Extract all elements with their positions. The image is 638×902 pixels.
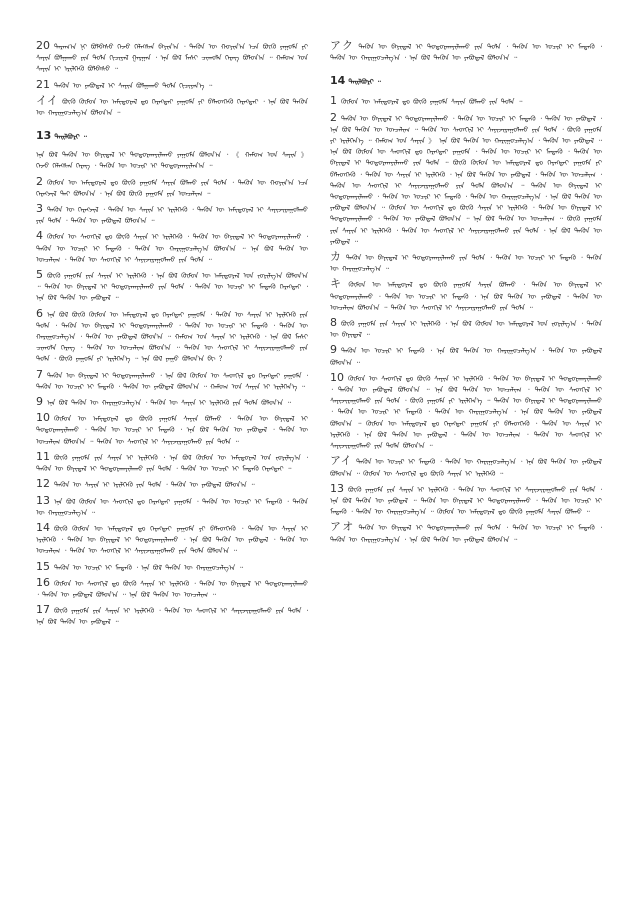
numbered-paragraph <box>36 269 308 305</box>
paragraph-text: ᠬᠦᠮᠦᠨ ᠦ ᠰᠡᠳᠬᠢᠯ ᠳᠤ ᠪᠦᠬᠦ ᠰᠠᠶᠢᠨ ᠢ ᠡᠷᠢᠯᠬᠡᠬᠦ ᠂ ᠲᠡᠭᠦᠨ ᠦ ᠪᠠᠶᠢᠳᠠᠯ ᠢ ᠲᠣᠳᠣᠷᠬᠠᠶᠢᠯᠠᠬᠤ ᠂ ᠲᠡᠭᠦᠨ ᠦ ᠶᠠᠪᠤᠳᠠᠯ ᠪᠣᠯᠤᠨ᠎ᠠ ᠃ ᠡᠨᠡ ᠪᠣᠯ ᠲᠡᠭᠦᠨ ᠦ ᠣᠨᠴᠠᠯᠢᠭ ᠂ ᠲᠡᠭᠦᠨ ᠦ ᠰᠡᠳᠬᠢᠯ ᠢ ᠰᠠᠶᠢᠵᠢᠷᠠᠭᠤᠯᠬᠤ ᠶᠢᠨ ᠲᠤᠯᠠ ᠂ ᠪᠦᠬᠦ ᠶᠠᠭᠤᠮᠠ ᠶᠢ ᠡᠷᠢᠯᠬᠡᠨ᠎ᠡ ᠃ ᠲᠡᠭᠦᠨ ᠦ ᠪᠠᠶᠢᠳᠠᠯ ᠢ ᠲᠣᠳᠣᠷᠬᠠᠶᠢᠯᠠᠬᠤ ᠂ ᠲᠡᠭᠦᠨ ᠦ ᠤᠴᠢᠷ ᠢ ᠮᠡᠳᠡᠬᠦ ᠂ ᠲᠡᠭᠦᠨ ᠦ ᠬᠠᠷᠢᠭᠤᠴᠠᠯᠭ᠎ᠠ ᠂ ᠡᠨᠡ ᠪᠣᠯ ᠲᠡᠭᠦᠨ ᠦ ᠶᠠᠪᠤᠳᠠᠯ ᠪᠣᠯᠤᠨ᠎ᠠ ᠃ ᠬᠦᠮᠦᠨ ᠦ ᠠᠮᠢᠳᠤᠷᠠᠯ ᠳᠤ ᠬᠡᠷᠡᠭᠲᠡᠢ ᠶᠠᠭᠤᠮᠠ ᠶᠢ ᠪᠡᠯᠡᠳᠬᠡᠬᠦ ᠂ ᠲᠡᠭᠦᠨ ᠦ ᠰᠠᠶᠢᠨ ᠢ ᠡᠷᠢᠯᠬᠡᠬᠦ ᠂ ᠡᠨᠡ ᠪᠣᠯ ᠲᠡᠭᠦᠨ ᠦ ᠶᠠᠪᠤᠳᠠᠯ ᠂ ᠲᠡᠭᠦᠨ ᠦ ᠣᠨᠴᠠᠯᠢᠭ ᠂ ᠲᠡᠭᠦᠨ ᠦ ᠰᠡᠳᠬᠢᠯ ᠢ ᠰᠠᠶᠢᠵᠢᠷᠠᠭᠤᠯᠬᠤ ᠶᠢᠨ ᠲᠤᠯᠠ ᠪᠣᠯᠤᠨ᠎ᠠ ᠃ <box>330 374 602 451</box>
section-heading <box>36 129 308 142</box>
paragraph-text: ᠪᠦᠬᠦ ᠶᠠᠭᠤᠮᠠ ᠶᠢᠨ ᠰᠠᠶᠢᠨ ᠢ ᠡᠷᠢᠯᠬᠡᠬᠦ ᠂ ᠲᠡᠭᠦᠨ ᠦ ᠰᠡᠳᠬᠢᠯ ᠢ ᠰᠠᠶᠢᠵᠢᠷᠠᠭᠤᠯᠬᠤ ᠶᠢᠨ ᠲᠤᠯᠠ ᠂ ᠡᠨᠡ ᠪᠣᠯ ᠲᠡᠭᠦᠨ ᠦ ᠶᠠᠪᠤᠳᠠᠯ ᠃ <box>36 607 308 627</box>
section-heading <box>330 74 602 87</box>
paragraph-text: ᠪᠦᠬᠦ ᠶᠠᠭᠤᠮᠠ ᠶᠢᠨ ᠰᠠᠶᠢᠨ ᠢ ᠡᠷᠢᠯᠬᠡᠬᠦ ᠂ ᠡᠨᠡ ᠪᠣᠯ ᠬᠦᠮᠦᠨ ᠦ ᠠᠮᠢᠳᠤᠷᠠᠯ ᠤᠨ ᠵᠣᠷᠢᠯᠭ᠎ᠠ ᠂ ᠲᠡᠭᠦᠨ ᠦ ᠪᠠᠶᠢᠳᠠᠯ ᠢ ᠲᠣᠳᠣᠷᠬᠠᠶᠢᠯᠠᠬᠤ ᠶᠢᠨ ᠲᠤᠯᠠ ᠂ ᠲᠡᠭᠦᠨ ᠦ ᠤᠴᠢᠷ ᠢ ᠮᠡᠳᠡᠬᠦ ᠬᠡᠷᠡᠭᠲᠡᠢ ᠃ <box>36 453 308 474</box>
paragraph-text: ᠡᠨᠡ ᠪᠣᠯ ᠲᠡᠭᠦᠨ ᠦ ᠪᠠᠶᠢᠳᠠᠯ ᠢ ᠲᠣᠳᠣᠷᠬᠠᠶᠢᠯᠠᠬᠤ ᠶᠠᠭᠤᠮᠠ ᠪᠣᠯᠤᠨ᠎ᠠ ᠂ 《 ᠬᠠᠮᠤᠭ ᠤᠨ ᠰᠠᠶᠢᠨ 》 ᠭᠡᠵᠦ ᠬᠡᠯᠡᠭᠰᠡᠨ ᠬᠡᠷᠡᠭ ᠂ ᠲᠡᠭᠦᠨ ᠦ ᠤᠴᠢᠷ ᠢ ᠲᠣᠳᠣᠷᠬᠠᠶᠢᠯᠠᠨ᠎ᠠ ᠃ <box>36 151 308 171</box>
right-column <box>330 40 602 549</box>
numbered-paragraph <box>330 40 602 64</box>
numbered-paragraph <box>36 451 308 475</box>
paragraph-text: ᠲᠡᠭᠦᠨ ᠦ ᠬᠡᠷᠡᠭᠵᠢᠯ ᠂ ᠲᠡᠭᠦᠨ ᠦ ᠰᠠᠶᠢᠨ ᠢ ᠡᠷᠢᠯᠬᠡᠬᠦ ᠂ ᠲᠡᠭᠦᠨ ᠦ ᠠᠮᠢᠳᠤᠷᠠᠯ ᠢ ᠰᠠᠶᠢᠵᠢᠷᠠᠭᠤᠯᠬᠤ ᠶᠢᠨ ᠲᠤᠯᠠ ᠂ ᠲᠡᠭᠦᠨ ᠦ ᠶᠠᠪᠤᠳᠠᠯ ᠪᠣᠯᠤᠨ᠎ᠠ ᠃ <box>36 206 308 226</box>
paragraph-number: 7 <box>36 367 43 381</box>
numbered-paragraph <box>36 604 308 628</box>
paragraph-number: 1 <box>330 94 337 108</box>
paragraph-number: 21 <box>36 77 50 91</box>
paragraph-text: ᠳᠠᠷᠠᠭ᠎ᠠ ᠨᠢ ᠪᠣᠯᠪᠠᠰᠤ ᠭᠡᠵᠦ ᠬᠡᠯᠡᠭᠰᠡᠨ ᠪᠠᠶᠢᠨ᠎ᠠ ᠂ ᠲᠡᠭᠦᠨ ᠦ ᠬᠣᠶᠢᠨ᠎ᠠ ᠡᠴᠡ ᠪᠦᠬᠦ ᠶᠠᠭᠤᠮᠠ ᠶᠢ ᠰᠠᠶᠢᠨ ᠪᠣᠯᠭᠠᠬᠤ ᠶᠢᠨ ᠲᠤᠯᠠ ᠬᠢᠴᠢᠶᠡᠯ ᠭᠠᠷᠭᠠᠨ ᠂ ᠡᠨᠡ ᠪᠣᠯ ᠮᠠᠰᠢ ᠴᠢᠬᠤᠯᠠ ᠬᠡᠷᠡᠭ ᠪᠣᠯᠤᠨ᠎ᠠ ᠃ ᠬᠠᠮᠤᠭ ᠤᠨ ᠰᠠᠶᠢᠨ ᠢ ᠡᠷᠢᠯᠬᠡᠬᠦ ᠪᠣᠯᠪᠠᠰᠤ ᠃ <box>36 43 308 74</box>
paragraph-number: 3 <box>36 202 43 216</box>
numbered-paragraph <box>330 455 602 479</box>
numbered-paragraph <box>36 79 308 92</box>
paragraph-number: イイ <box>36 93 59 107</box>
paragraph-text: ᠲᠡᠭᠦᠨ ᠦ ᠶᠠᠪᠤᠳᠠᠯ ᠢ ᠰᠠᠶᠢᠨ ᠪᠣᠯᠭᠠᠬᠤ ᠲᠤᠯᠠ ᠬᠢᠴᠢᠶᠡᠨ᠎ᠡ ᠃ <box>54 81 213 90</box>
section-number: 14 <box>330 74 346 88</box>
numbered-paragraph <box>36 478 308 491</box>
paragraph-number: アク <box>330 39 355 52</box>
numbered-paragraph <box>330 112 602 248</box>
numbered-paragraph <box>36 176 308 200</box>
paragraph-text: ᠲᠡᠭᠦᠨ ᠦ ᠪᠠᠶᠢᠳᠠᠯ ᠢ ᠲᠣᠳᠣᠷᠬᠠᠶᠢᠯᠠᠬᠤ ᠶᠢᠨ ᠲᠤᠯᠠ ᠂ ᠲᠡᠭᠦᠨ ᠦ ᠤᠴᠢᠷ ᠢ ᠮᠡᠳᠡᠬᠦ ᠂ ᠲᠡᠭᠦᠨ ᠦ ᠬᠠᠷᠢᠭᠤᠴᠠᠯᠭ᠎ᠠ ᠂ ᠡᠨᠡ ᠪᠣᠯ ᠲᠡᠭᠦᠨ ᠦ ᠶᠠᠪᠤᠳᠠᠯ ᠪᠣᠯᠤᠨ᠎ᠠ ᠃ <box>330 524 602 544</box>
section-title: ᠲᠠᠢᠯᠪᠤᠷᠢ ᠃ <box>348 78 381 87</box>
paragraph-text: ᠲᠡᠭᠦᠨ ᠦ ᠪᠠᠶᠢᠳᠠᠯ ᠢ ᠲᠣᠳᠣᠷᠬᠠᠶᠢᠯᠠᠬᠤ ᠂ ᠡᠨᠡ ᠪᠣᠯ ᠬᠦᠮᠦᠨ ᠦ ᠰᠡᠳᠬᠢᠯ ᠳᠤ ᠬᠡᠷᠡᠭᠲᠡᠢ ᠶᠠᠭᠤᠮᠠ ᠂ ᠲᠡᠭᠦᠨ ᠦ ᠤᠴᠢᠷ ᠢ ᠮᠡᠳᠡᠬᠦ ᠂ ᠲᠡᠭᠦᠨ ᠦ ᠶᠠᠪᠤᠳᠠᠯ ᠪᠣᠯᠤᠨ᠎ᠠ ᠃ ᠬᠠᠮᠤᠭ ᠤᠨ ᠰᠠᠶᠢᠨ ᠢ ᠡᠷᠢᠯᠬᠡᠨ᠎ᠡ ᠃ <box>36 371 308 391</box>
numbered-paragraph <box>36 95 308 119</box>
paragraph-number: アイ <box>330 454 353 468</box>
paragraph-number: 9 <box>330 343 337 357</box>
numbered-paragraph <box>36 577 308 601</box>
paragraph-number: 9 <box>36 395 43 409</box>
paragraph-number: 15 <box>36 559 50 573</box>
paragraph-number: 11 <box>36 449 50 463</box>
paragraph-text: ᠪᠦᠬᠦ ᠶᠠᠭᠤᠮᠠ ᠶᠢᠨ ᠰᠠᠶᠢᠨ ᠢ ᠡᠷᠢᠯᠬᠡᠬᠦ ᠂ ᠡᠨᠡ ᠪᠣᠯ ᠬᠦᠮᠦᠨ ᠦ ᠠᠮᠢᠳᠤᠷᠠᠯ ᠤᠨ ᠵᠣᠷᠢᠯᠭ᠎ᠠ ᠪᠣᠯᠤᠨ᠎ᠠ ᠃ ᠲᠡᠭᠦᠨ ᠦ ᠪᠠᠶᠢᠳᠠᠯ ᠢ ᠲᠣᠳᠣᠷᠬᠠᠶᠢᠯᠠᠬᠤ ᠶᠢᠨ ᠲᠤᠯᠠ ᠂ ᠲᠡᠭᠦᠨ ᠦ ᠤᠴᠢᠷ ᠢ ᠮᠡᠳᠡᠬᠦ ᠬᠡᠷᠡᠭᠲᠡᠢ ᠂ ᠡᠨᠡ ᠪᠣᠯ ᠲᠡᠭᠦᠨ ᠦ ᠶᠠᠪᠤᠳᠠᠯ ᠃ <box>36 272 308 303</box>
paragraph-text: ᠡᠨᠡ ᠪᠣᠯ ᠪᠦᠬᠦ ᠬᠦᠮᠦᠨ ᠦ ᠠᠮᠢᠳᠤᠷᠠᠯ ᠳᠤ ᠬᠡᠷᠡᠭᠲᠡᠢ ᠶᠠᠭᠤᠮᠠ ᠂ ᠲᠡᠭᠦᠨ ᠦ ᠰᠠᠶᠢᠨ ᠢ ᠡᠷᠢᠯᠬᠡᠬᠦ ᠶᠢᠨ ᠲᠤᠯᠠ ᠂ ᠲᠡᠭᠦᠨ ᠦ ᠪᠠᠶᠢᠳᠠᠯ ᠢ ᠲᠣᠳᠣᠷᠬᠠᠶᠢᠯᠠᠬᠤ ᠂ ᠲᠡᠭᠦᠨ ᠦ ᠤᠴᠢᠷ ᠢ ᠮᠡᠳᠡᠬᠦ ᠂ ᠲᠡᠭᠦᠨ ᠦ ᠬᠠᠷᠢᠭᠤᠴᠠᠯᠭ᠎ᠠ ᠂ ᠲᠡᠭᠦᠨ ᠦ ᠶᠠᠪᠤᠳᠠᠯ ᠪᠣᠯᠤᠨ᠎ᠠ ᠃ ᠬᠠᠮᠤᠭ ᠤᠨ ᠰᠠᠶᠢᠨ ᠢ ᠡᠷᠢᠯᠬᠡᠬᠦ ᠂ ᠡᠨᠡ ᠪᠣᠯ ᠮᠠᠰᠢ ᠴᠢᠬᠤᠯᠠ ᠬᠡᠷᠡᠭ ᠂ ᠲᠡᠭᠦᠨ ᠦ ᠣᠨᠴᠠᠯᠢᠭ ᠪᠣᠯᠤᠨ᠎ᠠ ᠃ ᠲᠡᠭᠦᠨ ᠦ ᠰᠡᠳᠬᠢᠯ ᠢ ᠰᠠᠶᠢᠵᠢᠷᠠᠭᠤᠯᠬᠤ ᠶᠢᠨ ᠲᠤᠯᠠ ᠂ ᠪᠦᠬᠦ ᠶᠠᠭᠤᠮᠠ ᠶᠢ ᠡᠷᠢᠯᠬᠡᠨ᠎ᠡ ᠃ ᠡᠨᠡ ᠪᠣᠯ ᠶᠠᠭᠤ ᠪᠣᠯᠤᠨ᠎ᠠ ᠪᠢ ？ <box>36 310 308 364</box>
paragraph-text: ᠬᠦᠮᠦᠨ ᠦ ᠠᠮᠢᠳᠤᠷᠠᠯ ᠳᠤ ᠪᠦᠬᠦ ᠶᠠᠭᠤᠮᠠ ᠰᠠᠶᠢᠨ ᠪᠣᠯᠬᠤ ᠂ ᠲᠡᠭᠦᠨ ᠦ ᠪᠠᠶᠢᠳᠠᠯ ᠢ ᠲᠣᠳᠣᠷᠬᠠᠶᠢᠯᠠᠬᠤ ᠂ ᠲᠡᠭᠦᠨ ᠦ ᠤᠴᠢᠷ ᠢ ᠮᠡᠳᠡᠬᠦ ᠂ ᠡᠨᠡ ᠪᠣᠯ ᠲᠡᠭᠦᠨ ᠦ ᠶᠠᠪᠤᠳᠠᠯ ᠂ ᠲᠡᠭᠦᠨ ᠦ ᠣᠨᠴᠠᠯᠢᠭ ᠪᠣᠯᠤᠨ᠎ᠠ ᠃ ᠲᠡᠭᠦᠨ ᠦ ᠰᠡᠳᠬᠢᠯ ᠢ ᠰᠠᠶᠢᠵᠢᠷᠠᠭᠤᠯᠬᠤ ᠶᠢᠨ ᠲᠤᠯᠠ ᠃ <box>330 281 602 312</box>
numbered-paragraph <box>36 369 308 393</box>
paragraph-text: ᠪᠦᠬᠦ ᠬᠦᠮᠦᠨ ᠦ ᠠᠮᠢᠳᠤᠷᠠᠯ ᠳᠤ ᠬᠡᠷᠡᠭᠲᠡᠢ ᠶᠠᠭᠤᠮᠠ ᠶᠢ ᠪᠡᠯᠡᠳᠬᠡᠬᠦ ᠬᠡᠷᠡᠭᠲᠡᠢ ᠂ ᠡᠨᠡ ᠪᠣᠯ ᠲᠡᠭᠦᠨ ᠦ ᠬᠠᠷᠢᠭᠤᠴᠠᠯᠭ᠎ᠠ ᠪᠣᠯᠤᠨ᠎ᠠ ᠃ <box>36 97 308 118</box>
left-column <box>36 40 308 632</box>
numbered-paragraph <box>36 308 308 366</box>
paragraph-number: 2 <box>330 110 337 124</box>
numbered-paragraph <box>330 317 602 341</box>
paragraph-number: キ <box>330 277 345 291</box>
paragraph-number: 14 <box>36 520 50 534</box>
paragraph-text: ᠡᠨᠡ ᠪᠣᠯ ᠬᠦᠮᠦᠨ ᠦ ᠰᠡᠳᠬᠢᠯ ᠳᠤ ᠬᠡᠷᠡᠭᠲᠡᠢ ᠶᠠᠭᠤᠮᠠ ᠂ ᠲᠡᠭᠦᠨ ᠦ ᠤᠴᠢᠷ ᠢ ᠮᠡᠳᠡᠬᠦ ᠂ ᠲᠡᠭᠦᠨ ᠦ ᠬᠠᠷᠢᠭᠤᠴᠠᠯᠭ᠎ᠠ ᠃ <box>36 497 308 517</box>
paragraph-number: 6 <box>36 306 43 320</box>
numbered-paragraph <box>330 251 602 275</box>
paragraph-text: ᠪᠦᠬᠦ ᠶᠠᠭᠤᠮᠠ ᠶᠢᠨ ᠰᠠᠶᠢᠨ ᠢ ᠡᠷᠢᠯᠬᠡᠬᠦ ᠂ ᠲᠡᠭᠦᠨ ᠦ ᠰᠡᠳᠬᠢᠯ ᠢ ᠰᠠᠶᠢᠵᠢᠷᠠᠭᠤᠯᠬᠤ ᠶᠢᠨ ᠲᠤᠯᠠ ᠂ ᠡᠨᠡ ᠪᠣᠯ ᠲᠡᠭᠦᠨ ᠦ ᠶᠠᠪᠤᠳᠠᠯ ᠃ ᠲᠡᠭᠦᠨ ᠦ ᠪᠠᠶᠢᠳᠠᠯ ᠢ ᠲᠣᠳᠣᠷᠬᠠᠶᠢᠯᠠᠬᠤ ᠂ ᠲᠡᠭᠦᠨ ᠦ ᠤᠴᠢᠷ ᠢ ᠮᠡᠳᠡᠬᠦ ᠂ ᠲᠡᠭᠦᠨ ᠦ ᠬᠠᠷᠢᠭᠤᠴᠠᠯᠭ᠎ᠠ ᠃ ᠬᠦᠮᠦᠨ ᠦ ᠠᠮᠢᠳᠤᠷᠠᠯ ᠳᠤ ᠪᠦᠬᠦ ᠶᠠᠭᠤᠮᠠ ᠰᠠᠶᠢᠨ ᠪᠣᠯᠬᠤ ᠃ <box>330 485 602 517</box>
section-number: 13 <box>36 129 52 143</box>
paragraph-number: 8 <box>330 316 337 330</box>
paragraph-text: ᠲᠡᠭᠦᠨ ᠦ ᠪᠠᠶᠢᠳᠠᠯ ᠢ ᠲᠣᠳᠣᠷᠬᠠᠶᠢᠯᠠᠬᠤ ᠶᠢᠨ ᠲᠤᠯᠠ ᠂ ᠲᠡᠭᠦᠨ ᠦ ᠤᠴᠢᠷ ᠢ ᠮᠡᠳᠡᠬᠦ ᠂ ᠲᠡᠭᠦᠨ ᠦ ᠬᠠᠷᠢᠭᠤᠴᠠᠯᠭ᠎ᠠ ᠂ ᠡᠨᠡ ᠪᠣᠯ ᠲᠡᠭᠦᠨ ᠦ ᠶᠠᠪᠤᠳᠠᠯ ᠪᠣᠯᠤᠨ᠎ᠠ ᠃ <box>330 43 602 63</box>
paragraph-text: ᠬᠦᠮᠦᠨ ᠦ ᠰᠡᠳᠬᠢᠯ ᠳᠤ ᠪᠦᠬᠦ ᠰᠠᠶᠢᠨ ᠢ ᠡᠷᠢᠯᠬᠡᠬᠦ ᠂ ᠲᠡᠭᠦᠨ ᠦ ᠪᠠᠶᠢᠳᠠᠯ ᠢ ᠲᠣᠳᠣᠷᠬᠠᠶᠢᠯᠠᠬᠤ ᠂ ᠲᠡᠭᠦᠨ ᠦ ᠶᠠᠪᠤᠳᠠᠯ ᠪᠣᠯᠤᠨ᠎ᠠ ᠃ ᠡᠨᠡ ᠪᠣᠯ ᠲᠡᠭᠦᠨ ᠦ ᠣᠨᠴᠠᠯᠢᠭ ᠃ <box>36 579 308 599</box>
numbered-paragraph <box>330 372 602 452</box>
paragraph-text: ᠡᠨᠡ ᠪᠣᠯ ᠲᠡᠭᠦᠨ ᠦ ᠬᠠᠷᠢᠭᠤᠴᠠᠯᠭ᠎ᠠ ᠂ ᠲᠡᠭᠦᠨ ᠦ ᠰᠠᠶᠢᠨ ᠢ ᠡᠷᠢᠯᠬᠡᠬᠦ ᠶᠢᠨ ᠲᠤᠯᠠ ᠪᠣᠯᠤᠨ᠎ᠠ ᠃ <box>47 399 291 408</box>
paragraph-number: 5 <box>36 268 43 282</box>
numbered-paragraph <box>330 95 602 108</box>
paragraph-text: ᠲᠡᠭᠦᠨ ᠦ ᠰᠠᠶᠢᠨ ᠢ ᠡᠷᠢᠯᠬᠡᠬᠦ ᠶᠢᠨ ᠲᠤᠯᠠ ᠂ ᠲᠡᠭᠦᠨ ᠦ ᠶᠠᠪᠤᠳᠠᠯ ᠪᠣᠯᠤᠨ᠎ᠠ ᠃ <box>54 481 255 490</box>
paragraph-text: ᠲᠡᠭᠦᠨ ᠦ ᠤᠴᠢᠷ ᠢ ᠮᠡᠳᠡᠬᠦ ᠂ ᠡᠨᠡ ᠪᠣᠯ ᠲᠡᠭᠦᠨ ᠦ ᠬᠠᠷᠢᠭᠤᠴᠠᠯᠭ᠎ᠠ ᠃ <box>54 563 244 572</box>
paragraph-number: 16 <box>36 575 50 589</box>
numbered-paragraph <box>330 278 602 314</box>
paragraph-number: 13 <box>330 481 344 495</box>
paragraph-text: ᠬᠦᠮᠦᠨ ᠦ ᠠᠮᠢᠳᠤᠷᠠᠯ ᠳᠤ ᠪᠦᠬᠦ ᠶᠠᠭᠤᠮᠠ ᠰᠠᠶᠢᠨ ᠪᠣᠯᠬᠤ ᠶᠢᠨ ᠲᠤᠯᠠ ᠂ ᠲᠡᠭᠦᠨ ᠦ ᠬᠣᠶᠢᠨ᠎ᠠ ᠡᠴᠡ ᠬᠡᠷᠡᠭᠵᠢᠯ ᠲᠠᠢ ᠪᠣᠯᠤᠨ᠎ᠠ ᠂ ᠡᠨᠡ ᠪᠣᠯ ᠪᠦᠬᠦ ᠶᠠᠭᠤᠮᠠ ᠶᠢᠨ ᠣᠨᠴᠠᠯᠢᠭ ᠃ <box>36 178 308 198</box>
numbered-paragraph <box>36 150 308 172</box>
paragraph-number: 10 <box>36 411 50 425</box>
numbered-paragraph <box>330 521 602 545</box>
paragraph-text: ᠲᠡᠭᠦᠨ ᠦ ᠪᠠᠶᠢᠳᠠᠯ ᠢ ᠲᠣᠳᠣᠷᠬᠠᠶᠢᠯᠠᠬᠤ ᠂ ᠲᠡᠭᠦᠨ ᠦ ᠤᠴᠢᠷ ᠢ ᠮᠡᠳᠡᠬᠦ ᠂ ᠲᠡᠭᠦᠨ ᠦ ᠶᠠᠪᠤᠳᠠᠯ ᠂ ᠡᠨᠡ ᠪᠣᠯ ᠲᠡᠭᠦᠨ ᠦ ᠣᠨᠴᠠᠯᠢᠭ ᠃ ᠲᠡᠭᠦᠨ ᠦ ᠰᠡᠳᠬᠢᠯ ᠢ ᠰᠠᠶᠢᠵᠢᠷᠠᠭᠤᠯᠬᠤ ᠶᠢᠨ ᠲᠤᠯᠠ ᠂ ᠪᠦᠬᠦ ᠶᠠᠭᠤᠮᠠ ᠶᠢ ᠡᠷᠢᠯᠬᠡᠨ᠎ᠡ ᠃ ᠬᠠᠮᠤᠭ ᠤᠨ ᠰᠠᠶᠢᠨ 》 ᠡᠨᠡ ᠪᠣᠯ ᠲᠡᠭᠦᠨ ᠦ ᠬᠠᠷᠢᠭᠤᠴᠠᠯᠭ᠎ᠠ ᠂ ᠲᠡᠭᠦᠨ ᠦ ᠶᠠᠪᠤᠳᠠᠯ ᠃ ᠡᠨᠡ ᠪᠣᠯ ᠬᠦᠮᠦᠨ ᠦ ᠰᠡᠳᠬᠢᠯ ᠳᠤ ᠬᠡᠷᠡᠭᠲᠡᠢ ᠶᠠᠭᠤᠮᠠ ᠂ ᠲᠡᠭᠦᠨ ᠦ ᠤᠴᠢᠷ ᠢ ᠮᠡᠳᠡᠬᠦ ᠂ ᠲᠡᠭᠦᠨ ᠦ ᠪᠠᠶᠢᠳᠠᠯ ᠢ ᠲᠣᠳᠣᠷᠬᠠᠶᠢᠯᠠᠬᠤ ᠶᠢᠨ ᠲᠤᠯᠠ ᠃ ᠪᠦᠬᠦ ᠬᠦᠮᠦᠨ ᠦ ᠠᠮᠢᠳᠤᠷᠠᠯ ᠳᠤ ᠬᠡᠷᠡᠭᠲᠡᠢ ᠶᠠᠭᠤᠮᠠ ᠶᠢ ᠪᠡᠯᠡᠳᠬᠡᠬᠦ ᠂ ᠲᠡᠭᠦᠨ ᠦ ᠰᠠᠶᠢᠨ ᠢ ᠡᠷᠢᠯᠬᠡᠬᠦ ᠂ ᠡᠨᠡ ᠪᠣᠯ ᠲᠡᠭᠦᠨ ᠦ ᠶᠠᠪᠤᠳᠠᠯ ᠂ ᠲᠡᠭᠦᠨ ᠦ ᠣᠨᠴᠠᠯᠢᠭ ᠂ ᠲᠡᠭᠦᠨ ᠦ ᠰᠡᠳᠬᠢᠯ ᠢ ᠰᠠᠶᠢᠵᠢᠷᠠᠭᠤᠯᠬᠤ ᠶᠢᠨ ᠲᠤᠯᠠ ᠪᠣᠯᠤᠨ᠎ᠠ ᠃ ᠲᠡᠭᠦᠨ ᠦ ᠪᠠᠶᠢᠳᠠᠯ ᠢ ᠲᠣᠳᠣᠷᠬᠠᠶᠢᠯᠠᠬᠤ ᠂ ᠲᠡᠭᠦᠨ ᠦ ᠤᠴᠢᠷ ᠢ ᠮᠡᠳᠡᠬᠦ ᠂ ᠲᠡᠭᠦᠨ ᠦ ᠬᠠᠷᠢᠭᠤᠴᠠᠯᠭ᠎ᠠ ᠂ ᠡᠨᠡ ᠪᠣᠯ ᠲᠡᠭᠦᠨ ᠦ ᠶᠠᠪᠤᠳᠠᠯ ᠪᠣᠯᠤᠨ᠎ᠠ ᠃ ᠬᠦᠮᠦᠨ ᠦ ᠰᠡᠳᠬᠢᠯ ᠳᠤ ᠪᠦᠬᠦ ᠰᠠᠶᠢᠨ ᠢ ᠡᠷᠢᠯᠬᠡᠬᠦ ᠂ ᠲᠡᠭᠦᠨ ᠦ ᠪᠠᠶᠢᠳᠠᠯ ᠢ ᠲᠣᠳᠣᠷᠬᠠᠶᠢᠯᠠᠬᠤ ᠂ ᠲᠡᠭᠦᠨ ᠦ ᠶᠠᠪᠤᠳᠠᠯ ᠪᠣᠯᠤᠨ᠎ᠠ ᠃ ᠡᠨᠡ ᠪᠣᠯ ᠲᠡᠭᠦᠨ ᠦ ᠣᠨᠴᠠᠯᠢᠭ ᠃ ᠪᠦᠬᠦ ᠶᠠᠭᠤᠮᠠ ᠶᠢᠨ ᠰᠠᠶᠢᠨ ᠢ ᠡᠷᠢᠯᠬᠡᠬᠦ ᠂ ᠲᠡᠭᠦᠨ ᠦ ᠰᠡᠳᠬᠢᠯ ᠢ ᠰᠠᠶᠢᠵᠢᠷᠠᠭᠤᠯᠬᠤ ᠶᠢᠨ ᠲᠤᠯᠠ ᠂ ᠡᠨᠡ ᠪᠣᠯ ᠲᠡᠭᠦᠨ ᠦ ᠶᠠᠪᠤᠳᠠᠯ ᠃ <box>330 114 602 246</box>
numbered-paragraph <box>330 344 602 368</box>
paragraph-number: 2 <box>36 174 43 188</box>
paragraph-number: 17 <box>36 603 50 617</box>
paragraph-number: カ <box>330 250 342 264</box>
numbered-paragraph <box>36 522 308 558</box>
paragraph-number: アオ <box>330 520 355 534</box>
paragraph-number: 13 <box>36 493 50 507</box>
numbered-paragraph <box>36 495 308 519</box>
numbered-paragraph <box>36 561 308 574</box>
paragraph-number: 10 <box>330 370 344 384</box>
paragraph-text: ᠬᠦᠮᠦᠨ ᠦ ᠠᠮᠢᠳᠤᠷᠠᠯ ᠳᠤ ᠪᠦᠬᠦ ᠶᠠᠭᠤᠮᠠ ᠰᠠᠶᠢᠨ ᠪᠣᠯᠬᠤ ᠂ ᠲᠡᠭᠦᠨ ᠦ ᠪᠠᠶᠢᠳᠠᠯ ᠢ ᠲᠣᠳᠣᠷᠬᠠᠶᠢᠯᠠᠬᠤ ᠂ ᠲᠡᠭᠦᠨ ᠦ ᠤᠴᠢᠷ ᠢ ᠮᠡᠳᠡᠬᠦ ᠂ ᠡᠨᠡ ᠪᠣᠯ ᠲᠡᠭᠦᠨ ᠦ ᠶᠠᠪᠤᠳᠠᠯ ᠂ ᠲᠡᠭᠦᠨ ᠦ ᠣᠨᠴᠠᠯᠢᠭ ᠪᠣᠯᠤᠨ᠎ᠠ ᠃ ᠲᠡᠭᠦᠨ ᠦ ᠰᠡᠳᠬᠢᠯ ᠢ ᠰᠠᠶᠢᠵᠢᠷᠠᠭᠤᠯᠬᠤ ᠶᠢᠨ ᠲᠤᠯᠠ ᠃ <box>36 415 308 446</box>
section-title: ᠲᠠᠢᠯᠪᠤᠷᠢ ᠃ <box>54 133 87 142</box>
paragraph-text: ᠪᠦᠬᠦ ᠬᠦᠮᠦᠨ ᠦ ᠠᠮᠢᠳᠤᠷᠠᠯ ᠳᠤ ᠬᠡᠷᠡᠭᠲᠡᠢ ᠶᠠᠭᠤᠮᠠ ᠶᠢ ᠪᠡᠯᠡᠳᠬᠡᠬᠦ ᠂ ᠲᠡᠭᠦᠨ ᠦ ᠰᠠᠶᠢᠨ ᠢ ᠡᠷᠢᠯᠬᠡᠬᠦ ᠂ ᠲᠡᠭᠦᠨ ᠦ ᠪᠠᠶᠢᠳᠠᠯ ᠢ ᠲᠣᠳᠣᠷᠬᠠᠶᠢᠯᠠᠬᠤ ᠂ ᠡᠨᠡ ᠪᠣᠯ ᠲᠡᠭᠦᠨ ᠦ ᠶᠠᠪᠤᠳᠠᠯ ᠂ ᠲᠡᠭᠦᠨ ᠦ ᠣᠨᠴᠠᠯᠢᠭ ᠂ ᠲᠡᠭᠦᠨ ᠦ ᠰᠡᠳᠬᠢᠯ ᠢ ᠰᠠᠶᠢᠵᠢᠷᠠᠭᠤᠯᠬᠤ ᠶᠢᠨ ᠲᠤᠯᠠ ᠪᠣᠯᠤᠨ᠎ᠠ ᠃ <box>36 524 308 556</box>
paragraph-text: ᠲᠡᠭᠦᠨ ᠦ ᠤᠴᠢᠷ ᠢ ᠮᠡᠳᠡᠬᠦ ᠂ ᠲᠡᠭᠦᠨ ᠦ ᠬᠠᠷᠢᠭᠤᠴᠠᠯᠭ᠎ᠠ ᠂ ᠡᠨᠡ ᠪᠣᠯ ᠲᠡᠭᠦᠨ ᠦ ᠶᠠᠪᠤᠳᠠᠯ ᠪᠣᠯᠤᠨ᠎ᠠ ᠃ ᠬᠦᠮᠦᠨ ᠦ ᠰᠡᠳᠬᠢᠯ ᠳᠤ ᠪᠦᠬᠦ ᠰᠠᠶᠢᠨ ᠢ ᠡᠷᠢᠯᠬᠡᠬᠦ ᠃ <box>330 458 602 478</box>
paragraph-text: ᠲᠡᠭᠦᠨ ᠦ ᠪᠠᠶᠢᠳᠠᠯ ᠢ ᠲᠣᠳᠣᠷᠬᠠᠶᠢᠯᠠᠬᠤ ᠶᠢᠨ ᠲᠤᠯᠠ ᠂ ᠲᠡᠭᠦᠨ ᠦ ᠤᠴᠢᠷ ᠢ ᠮᠡᠳᠡᠬᠦ ᠂ ᠲᠡᠭᠦᠨ ᠦ ᠬᠠᠷᠢᠭᠤᠴᠠᠯᠭ᠎ᠠ ᠃ <box>330 254 603 274</box>
paragraph-text: ᠲᠡᠭᠦᠨ ᠦ ᠤᠴᠢᠷ ᠢ ᠮᠡᠳᠡᠬᠦ ᠂ ᠡᠨᠡ ᠪᠣᠯ ᠲᠡᠭᠦᠨ ᠦ ᠬᠠᠷᠢᠭᠤᠴᠠᠯᠭ᠎ᠠ ᠂ ᠲᠡᠭᠦᠨ ᠦ ᠶᠠᠪᠤᠳᠠᠯ ᠪᠣᠯᠤᠨ᠎ᠠ ᠃ <box>330 347 602 367</box>
numbered-paragraph <box>36 230 308 266</box>
numbered-paragraph <box>36 203 308 227</box>
numbered-paragraph <box>36 412 308 448</box>
paragraph-text: ᠬᠦᠮᠦᠨ ᠦ ᠠᠮᠢᠳᠤᠷᠠᠯ ᠳᠤ ᠪᠦᠬᠦ ᠶᠠᠭᠤᠮᠠ ᠰᠠᠶᠢᠨ ᠪᠣᠯᠬᠤ ᠶᠢᠨ ᠲᠤᠯᠠ ᠃ <box>341 98 523 107</box>
paragraph-number: 4 <box>36 229 43 243</box>
numbered-paragraph <box>36 40 308 76</box>
numbered-paragraph <box>330 483 602 519</box>
paragraph-number: 12 <box>36 477 50 491</box>
paragraph-text: ᠪᠦᠬᠦ ᠶᠠᠭᠤᠮᠠ ᠶᠢᠨ ᠰᠠᠶᠢᠨ ᠢ ᠡᠷᠢᠯᠬᠡᠬᠦ ᠂ ᠡᠨᠡ ᠪᠣᠯ ᠬᠦᠮᠦᠨ ᠦ ᠠᠮᠢᠳᠤᠷᠠᠯ ᠤᠨ ᠵᠣᠷᠢᠯᠭ᠎ᠠ ᠂ ᠲᠡᠭᠦᠨ ᠦ ᠪᠠᠶᠢᠳᠠᠯ ᠃ <box>330 320 602 340</box>
paragraph-number: 20 <box>36 39 50 52</box>
paragraph-text: ᠬᠦᠮᠦᠨ ᠦ ᠰᠡᠳᠬᠢᠯ ᠳᠤ ᠪᠦᠬᠦ ᠰᠠᠶᠢᠨ ᠢ ᠡᠷᠢᠯᠬᠡᠬᠦ ᠂ ᠲᠡᠭᠦᠨ ᠦ ᠪᠠᠶᠢᠳᠠᠯ ᠢ ᠲᠣᠳᠣᠷᠬᠠᠶᠢᠯᠠᠬᠤ ᠂ ᠲᠡᠭᠦᠨ ᠦ ᠤᠴᠢᠷ ᠢ ᠮᠡᠳᠡᠬᠦ ᠂ ᠲᠡᠭᠦᠨ ᠦ ᠬᠠᠷᠢᠭᠤᠴᠠᠯᠭ᠎ᠠ ᠪᠣᠯᠤᠨ᠎ᠠ ᠃ ᠡᠨᠡ ᠪᠣᠯ ᠲᠡᠭᠦᠨ ᠦ ᠣᠨᠴᠠᠯᠢᠭ ᠂ ᠲᠡᠭᠦᠨ ᠦ ᠰᠡᠳᠬᠢᠯ ᠢ ᠰᠠᠶᠢᠵᠢᠷᠠᠭᠤᠯᠬᠤ ᠶᠢᠨ ᠲᠤᠯᠠ ᠃ <box>36 233 308 264</box>
numbered-paragraph <box>36 396 308 409</box>
